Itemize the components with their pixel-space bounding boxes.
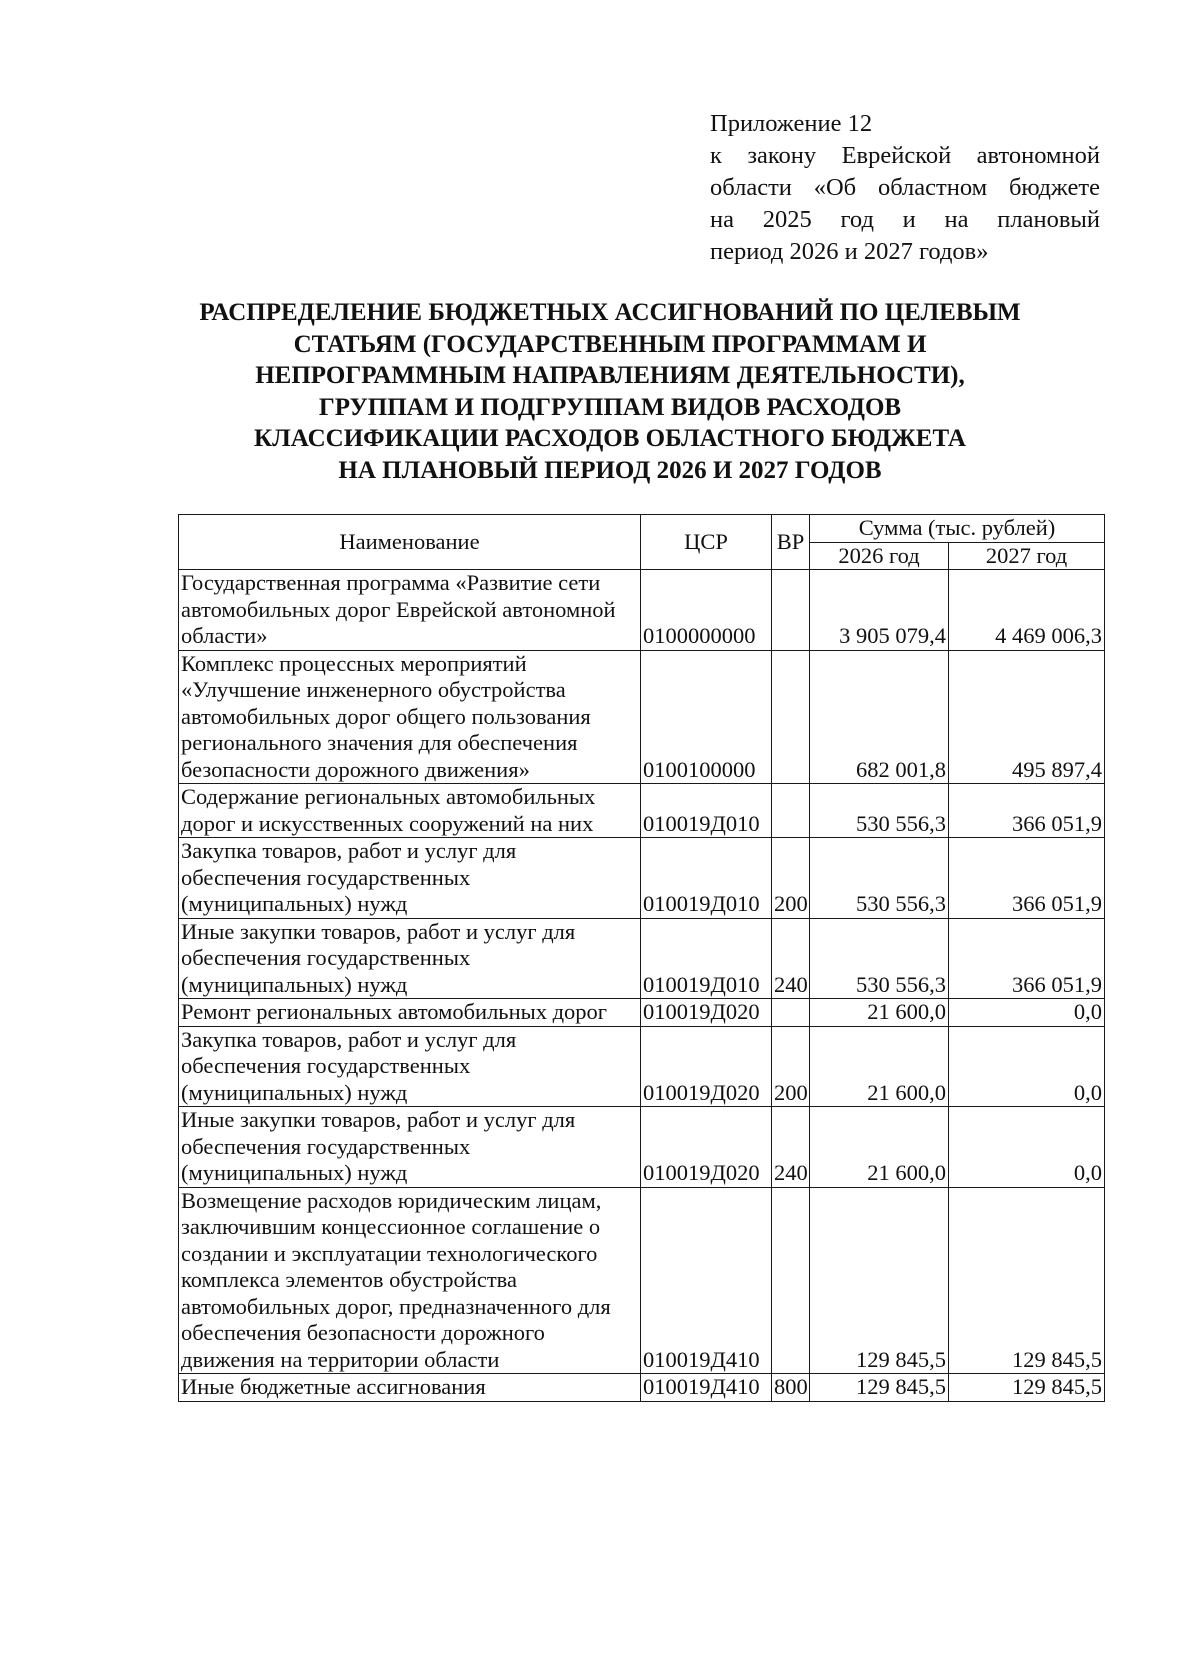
cell-2026: 21 600,0 <box>810 999 949 1027</box>
cell-vr: 200 <box>772 1026 810 1107</box>
cell-name: Ремонт региональных автомобильных дорог <box>179 999 641 1027</box>
cell-csr: 010019Д410 <box>641 1187 772 1374</box>
cell-csr: 010019Д010 <box>641 838 772 919</box>
cell-csr: 010019Д010 <box>641 784 772 838</box>
table-row <box>179 1107 1105 1188</box>
appendix-note <box>710 108 1100 268</box>
appendix-line: области «Об областном бюджете <box>710 174 1100 201</box>
title-line: НЕПРОГРАММНЫМ НАПРАВЛЕНИЯМ ДЕЯТЕЛЬНОСТИ), <box>255 362 965 389</box>
cell-2026: 129 845,5 <box>810 1374 949 1402</box>
cell-2026: 530 556,3 <box>810 838 949 919</box>
cell-name: Возмещение расходов юридическим лицам, заключившим концессионное соглашение о создании и эксплуатации технологического комплекса элементов обустройства автомобильных дорог, предназначенного для обеспечения безопасности дорожного движения на территории области <box>179 1187 641 1374</box>
table-row <box>179 999 1105 1027</box>
cell-name: Иные закупки товаров, работ и услуг для обеспечения государственных (муниципальных) нужд <box>179 918 641 999</box>
cell-name: Закупка товаров, работ и услуг для обеспечения государственных (муниципальных) нужд <box>179 1026 641 1107</box>
cell-vr <box>772 1187 810 1374</box>
cell-name: Иные бюджетные ассигнования <box>179 1374 641 1402</box>
header-csr: ЦСР <box>641 515 772 570</box>
cell-2026: 682 001,8 <box>810 650 949 784</box>
title-line: НА ПЛАНОВЫЙ ПЕРИОД 2026 И 2027 ГОДОВ <box>338 456 882 484</box>
table-row <box>179 570 1105 651</box>
cell-name: Комплекс процессных мероприятий «Улучшение инженерного обустройства автомобильных дорог общего пользования регионального значения для обеспечения безопасности дорожного движения» <box>179 650 641 784</box>
cell-2027: 366 051,9 <box>949 784 1105 838</box>
cell-name: Закупка товаров, работ и услуг для обеспечения государственных (муниципальных) нужд <box>179 838 641 919</box>
header-year-2027: 2027 год <box>949 542 1105 570</box>
cell-vr: 800 <box>772 1374 810 1402</box>
budget-table <box>178 514 1105 1402</box>
cell-csr: 010019Д020 <box>641 1026 772 1107</box>
title-line: ГРУППАМ И ПОДГРУППАМ ВИДОВ РАСХОДОВ <box>318 393 902 421</box>
table-row <box>179 1374 1105 1402</box>
appendix-line: Приложение 12 <box>710 110 873 137</box>
cell-vr <box>772 650 810 784</box>
cell-vr: 240 <box>772 1107 810 1188</box>
table-body <box>179 570 1105 1402</box>
cell-2026: 21 600,0 <box>810 1026 949 1107</box>
cell-2027: 0,0 <box>949 999 1105 1027</box>
table-header <box>179 515 1105 570</box>
header-year-2026: 2026 год <box>810 542 949 570</box>
table-row <box>179 838 1105 919</box>
title-line: РАСПРЕДЕЛЕНИЕ БЮДЖЕТНЫХ АССИГНОВАНИЙ ПО ЦЕЛЕВЫМ <box>199 299 1021 326</box>
cell-2027: 495 897,4 <box>949 650 1105 784</box>
cell-2027: 0,0 <box>949 1107 1105 1188</box>
appendix-line: период 2026 и 2027 годов» <box>710 238 989 265</box>
header-vr: ВР <box>772 515 810 570</box>
appendix-line: на 2025 год и на плановый <box>710 206 1100 233</box>
cell-vr: 240 <box>772 918 810 999</box>
title-line: КЛАССИФИКАЦИИ РАСХОДОВ ОБЛАСТНОГО БЮДЖЕТА <box>254 425 966 452</box>
cell-csr: 0100100000 <box>641 650 772 784</box>
cell-2027: 366 051,9 <box>949 838 1105 919</box>
cell-2026: 21 600,0 <box>810 1107 949 1188</box>
table-row <box>179 650 1105 784</box>
cell-2027: 129 845,5 <box>949 1374 1105 1402</box>
table-row <box>179 918 1105 999</box>
cell-2026: 530 556,3 <box>810 784 949 838</box>
cell-name: Содержание региональных автомобильных дорог и искусственных сооружений на них <box>179 784 641 838</box>
header-name: Наименование <box>179 515 641 570</box>
cell-csr: 010019Д020 <box>641 1107 772 1188</box>
cell-vr <box>772 784 810 838</box>
table-row <box>179 1026 1105 1107</box>
cell-csr: 010019Д010 <box>641 918 772 999</box>
cell-name: Иные закупки товаров, работ и услуг для обеспечения государственных (муниципальных) нужд <box>179 1107 641 1188</box>
table-row <box>179 1187 1105 1374</box>
cell-csr: 010019Д020 <box>641 999 772 1027</box>
cell-2027: 129 845,5 <box>949 1187 1105 1374</box>
cell-2026: 530 556,3 <box>810 918 949 999</box>
cell-name: Государственная программа «Развитие сети автомобильных дорог Еврейской автономной области» <box>179 570 641 651</box>
document-title <box>150 297 1070 486</box>
cell-2026: 3 905 079,4 <box>810 570 949 651</box>
cell-vr <box>772 570 810 651</box>
cell-2026: 129 845,5 <box>810 1187 949 1374</box>
cell-vr <box>772 999 810 1027</box>
appendix-line: к закону Еврейской автономной <box>710 142 1100 169</box>
table-row <box>179 784 1105 838</box>
cell-2027: 0,0 <box>949 1026 1105 1107</box>
cell-vr: 200 <box>772 838 810 919</box>
title-line: СТАТЬЯМ (ГОСУДАРСТВЕННЫМ ПРОГРАММАМ И <box>293 330 927 358</box>
cell-csr: 010019Д410 <box>641 1374 772 1402</box>
cell-2027: 4 469 006,3 <box>949 570 1105 651</box>
cell-2027: 366 051,9 <box>949 918 1105 999</box>
header-sum: Сумма (тыс. рублей) <box>810 515 1105 543</box>
cell-csr: 0100000000 <box>641 570 772 651</box>
